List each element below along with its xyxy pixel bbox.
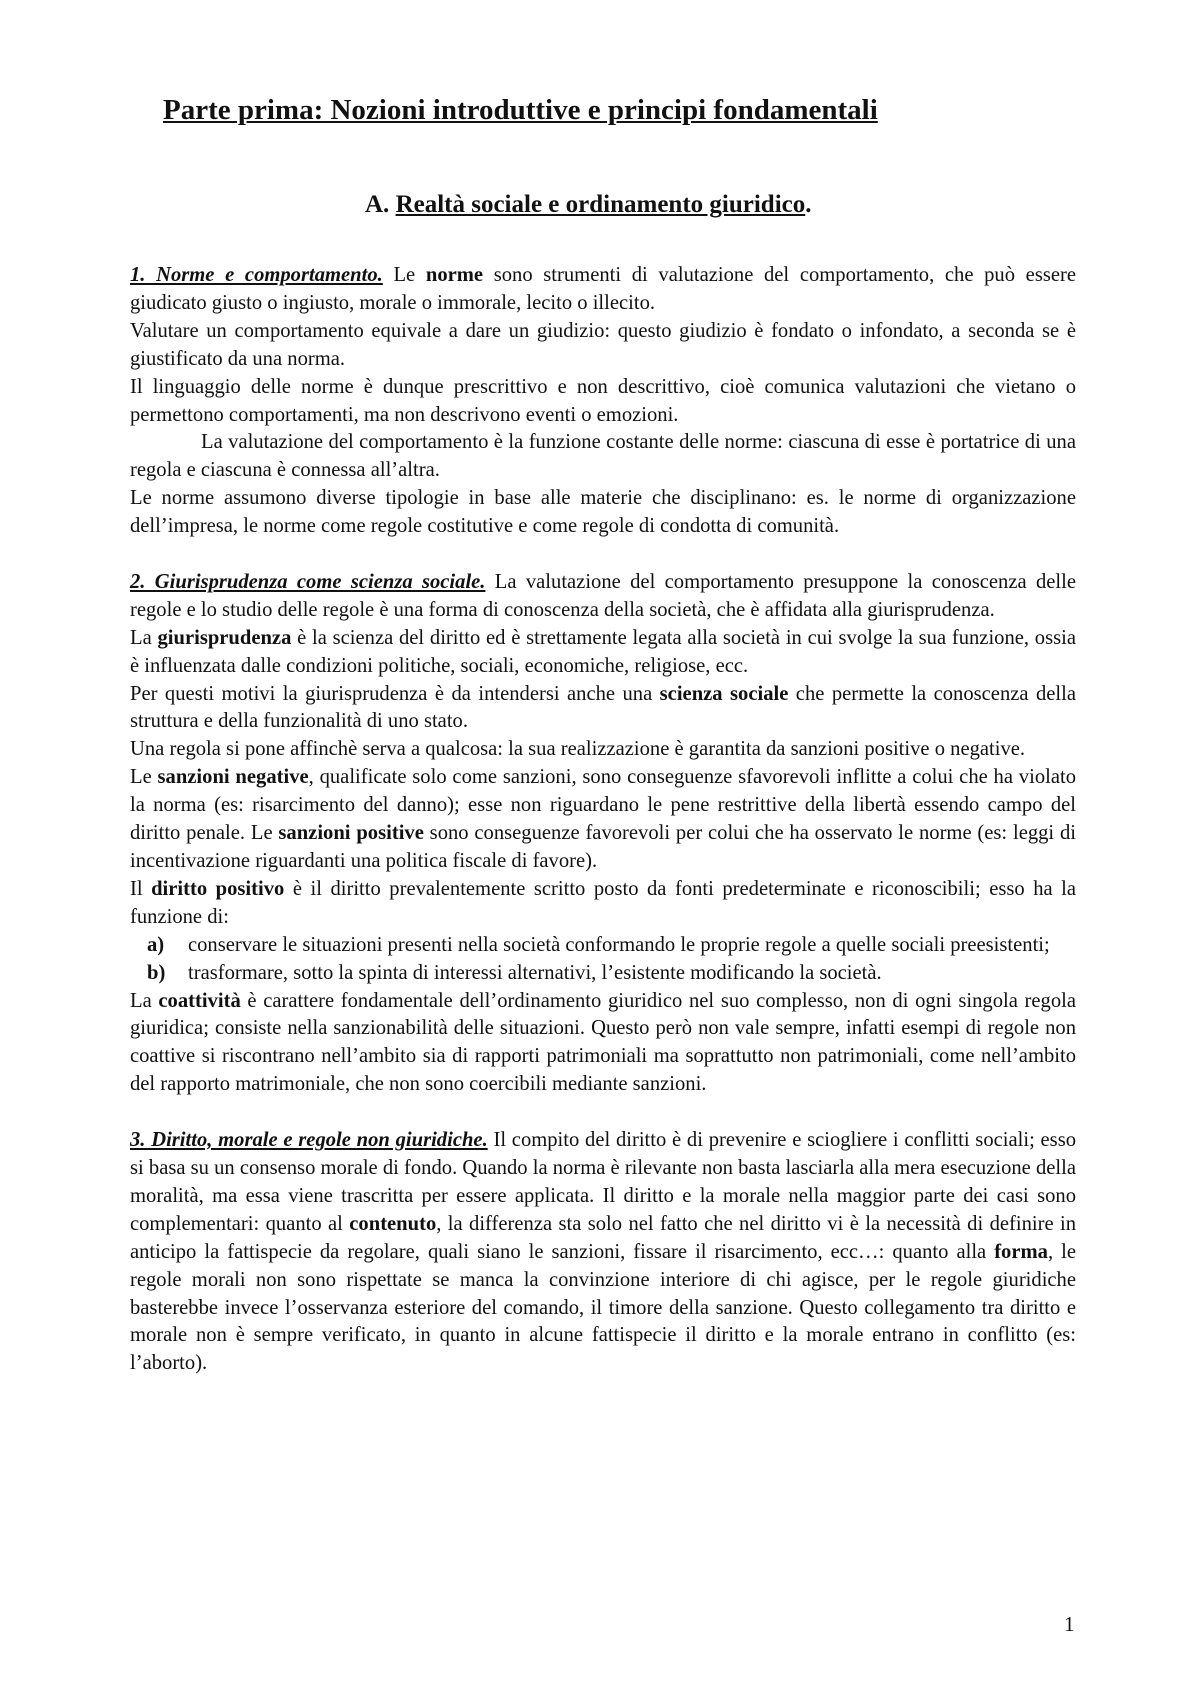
text-run: , qualificate solo come sanzioni, sono conseguenze sfavorevoli inflitte a colui che ha violato la norma (es: risarcimento del danno); esse non riguardano le pene restrittive della libertà essendo campo del diritto penale. Le xyxy=(130,766,1076,845)
section1-paragraph-5: Le norme assumono diverse tipologie in base alle materie che disciplinano: es. le norme di organizzazione dell’impresa, le norme come regole costitutive e come regole di condotta di comunità. xyxy=(130,487,1076,538)
text-run: La valutazione del comportamento presuppone la conoscenza delle regole e lo studio delle regole è una forma di conoscenza della società, che è affidata alla giurisprudenza. xyxy=(130,570,1076,621)
section2-paragraph-1 xyxy=(130,569,1076,625)
text-run: Il xyxy=(130,877,152,900)
list-text: trasformare, sotto la spinta di interessi alternativi, l’esistente modificando la società. xyxy=(188,961,882,984)
subtitle-underlined: Realtà sociale e ordinamento giuridico xyxy=(395,191,806,218)
text-run: sono conseguenze favorevoli per colui che ha osservato le norme (es: leggi di incentivazione riguardanti una politica fiscale di favore). xyxy=(130,822,1076,873)
text-run: è la scienza del diritto ed è strettamente legata alla società in cui svolge la sua funzione, ossia è influenzata dalle condizioni politiche, sociali, economiche, religiose, ecc. xyxy=(130,626,1076,677)
text-run: è carattere fondamentale dell’ordinamento giuridico nel suo complesso, non di ogni singola regola giuridica; consiste nella sanzionabilità delle situazioni. Questo però non vale sempre, infatti esempi di regole non coattive si riscontrano nell’ambito sia di rapporti patrimoniali ma soprattutto non patrimoniali, come nell’ambito del rapporto matrimoniale, che non sono coercibili mediante sanzioni. xyxy=(130,989,1076,1096)
bold-term: norme xyxy=(425,264,484,286)
section2-paragraph-4: Una regola si pone affinchè serva a qualcosa: la sua realizzazione è garantita da sanzioni positive o negative. xyxy=(130,738,1026,761)
bold-term: sanzioni positive xyxy=(278,822,424,845)
subtitle-prefix: A. xyxy=(365,191,396,218)
paragraph-gap xyxy=(130,1099,1076,1127)
section3-heading: 3. Diritto, morale e regole non giuridiche. xyxy=(130,1129,488,1152)
text-run: Le xyxy=(130,766,158,789)
bold-term: scienza sociale xyxy=(659,682,789,705)
text-run: La xyxy=(130,626,158,649)
section1-paragraph-4: La valutazione del comportamento è la funzione costante delle norme: ciascuna di esse è portatrice di una regola e ciascuna è connessa all’altra. xyxy=(130,431,1076,482)
bold-term: coattività xyxy=(158,989,241,1012)
list-item-a xyxy=(130,932,1076,960)
section1-heading: 1. Norme e comportamento. xyxy=(130,264,383,286)
section2-paragraph-7 xyxy=(130,988,1076,1100)
bold-term: giurisprudenza xyxy=(157,626,292,649)
text-run: Le xyxy=(382,264,426,286)
section1-paragraph-2: Valutare un comportamento equivale a dare un giudizio: questo giudizio è fondato o infondato, a seconda se è giustificato da una norma. xyxy=(130,319,1076,370)
list-marker: a) xyxy=(147,933,165,956)
page-number: 1 xyxy=(1064,1612,1075,1636)
section2-paragraph-5 xyxy=(130,764,1076,876)
chapter-subtitle xyxy=(365,191,811,219)
text-run: Per questi motivi la giurisprudenza è da intendersi anche una xyxy=(130,682,660,705)
bold-term: contenuto xyxy=(349,1212,437,1235)
section3-paragraph-1 xyxy=(130,1127,1076,1378)
bold-term: diritto positivo xyxy=(151,877,285,900)
list-marker: b) xyxy=(147,961,166,984)
section1-paragraph-1 xyxy=(130,262,1076,318)
text-run: , le regole morali non sono rispettate se manca la convinzione interiore di chi agisce, per le regole giuridiche basterebbe invece l’osservanza esteriore del comando, il timore della sanzione. Questo collegamento tra diritto e morale non è sempre verificato, in quanto in alcune fattispecie il diritto e la morale entrano in conflitto (es: l’aborto). xyxy=(130,1240,1076,1375)
list-text: conservare le situazioni presenti nella società conformando le proprie regole a quelle sociali preesistenti; xyxy=(188,933,1050,956)
section1-paragraph-3: Il linguaggio delle norme è dunque prescrittivo e non descrittivo, cioè comunica valutazioni che vietano o permettono comportamenti, ma non descrivono eventi o emozioni. xyxy=(130,375,1076,426)
subtitle-suffix: . xyxy=(805,191,812,218)
bold-term: sanzioni negative xyxy=(157,766,309,789)
text-run: La xyxy=(130,989,159,1012)
text-run: , la differenza sta solo nel fatto che nel diritto vi è la necessità di definire in anticipo la fattispecie da regolare, quali siano le sanzioni, fissare il risarcimento, ecc…: quanto alla xyxy=(130,1212,1076,1263)
section2-paragraph-2 xyxy=(130,625,1076,681)
text-run: Il compito del diritto è di prevenire e sciogliere i conflitti sociali; esso si basa su un consenso morale di fondo. Quando la norma è rilevante non basta lasciarla alla mera esecuzione della moralità, ma essa viene trascritta per essere applicata. Il diritto e la morale nella maggior parte dei casi sono complementari: quanto al xyxy=(130,1129,1076,1235)
paragraph-gap xyxy=(130,541,1076,569)
text-run: che permette la conoscenza della struttura e della funzionalità di uno stato. xyxy=(130,682,1076,733)
list-item-b xyxy=(130,960,1076,988)
section2-paragraph-6 xyxy=(130,876,1076,932)
section2-heading: 2. Giurisprudenza come scienza sociale. xyxy=(130,570,486,593)
page-title: Parte prima: Nozioni introduttive e principi fondamentali xyxy=(163,94,878,126)
text-run: sono strumenti di valutazione del comportamento, che può essere giudicato giusto o ingiusto, morale o immorale, lecito o illecito. xyxy=(130,264,1076,314)
bold-term: forma xyxy=(994,1240,1048,1263)
text-run: è il diritto prevalentemente scritto posto da fonti predeterminate e riconoscibili; esso ha la funzione di: xyxy=(130,877,1077,928)
document-body xyxy=(130,262,1076,1378)
section2-paragraph-3 xyxy=(130,681,1076,737)
